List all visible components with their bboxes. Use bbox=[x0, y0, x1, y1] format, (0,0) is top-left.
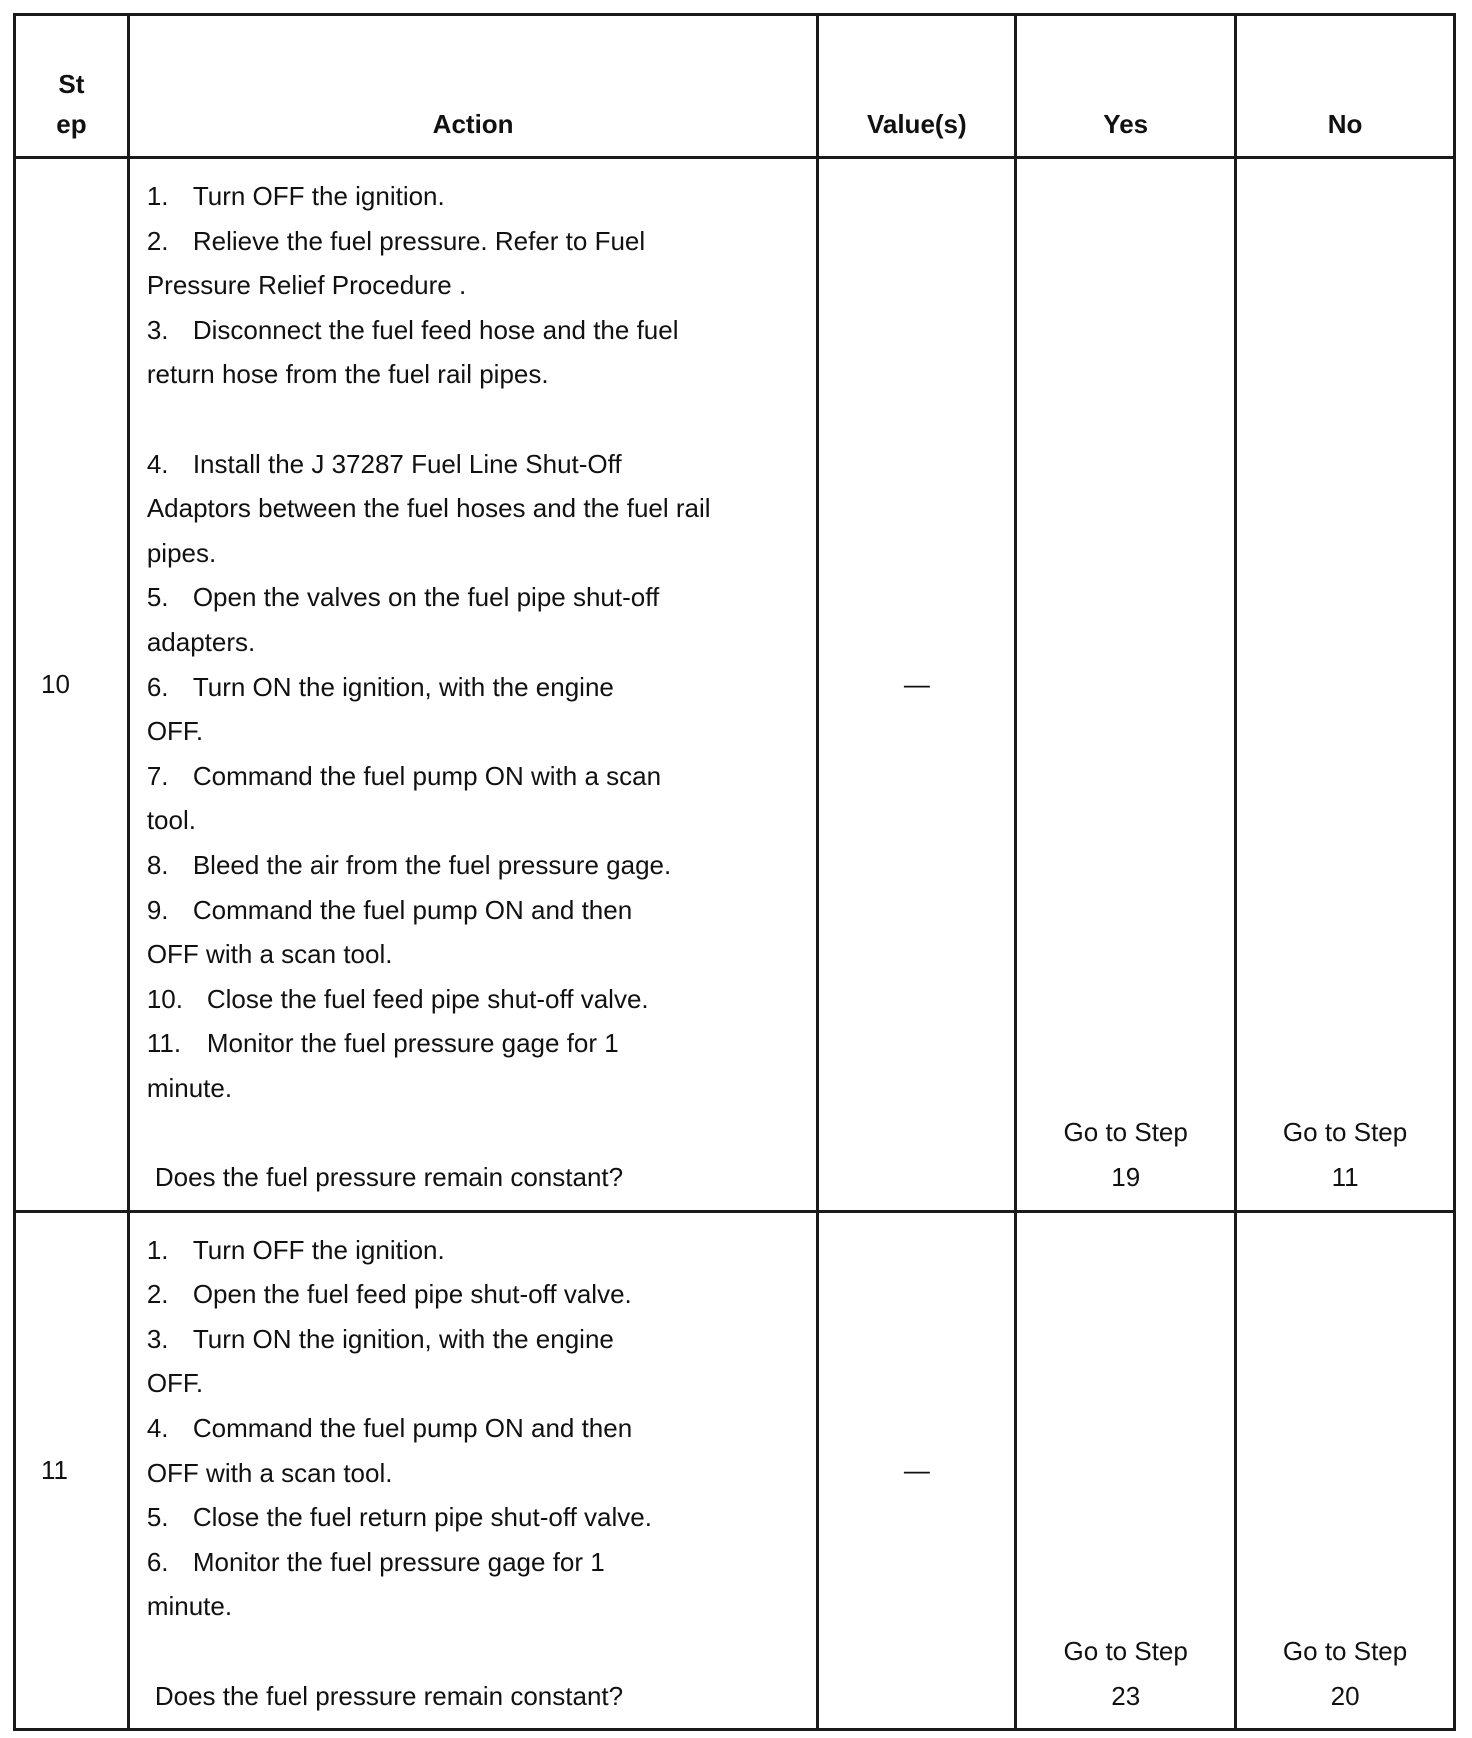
header-values: Value(s) bbox=[818, 15, 1016, 158]
action-line: OFF. bbox=[146, 716, 204, 747]
no-goto-label: Go to Step bbox=[1282, 1636, 1408, 1666]
action-line: Pressure Relief Procedure . bbox=[146, 270, 467, 301]
value-cell: — bbox=[818, 1211, 1016, 1730]
action-line: Adaptors between the fuel hoses and the fuel rail bbox=[146, 493, 711, 524]
action-line: 4. Command the fuel pump ON and then bbox=[146, 1413, 633, 1444]
table-row bbox=[15, 1211, 1455, 1730]
table-row bbox=[15, 158, 1455, 1212]
step-number: 10 bbox=[15, 158, 129, 1212]
action-line: OFF with a scan tool. bbox=[146, 1457, 393, 1488]
spacer bbox=[147, 397, 807, 442]
spacer bbox=[147, 1110, 807, 1155]
action-line: 11. Monitor the fuel pressure gage for 1 bbox=[146, 1028, 619, 1059]
diagnostic-table bbox=[13, 13, 1456, 1731]
header-no: No bbox=[1236, 15, 1455, 158]
step-number: 11 bbox=[15, 1211, 129, 1730]
no-goto-label: Go to Step bbox=[1282, 1117, 1408, 1148]
action-line: 7. Command the fuel pump ON with a scan bbox=[146, 760, 662, 791]
action-cell bbox=[128, 1211, 818, 1730]
action-line: 3. Disconnect the fuel feed hose and the fuel bbox=[146, 314, 679, 345]
action-line: 2. Relieve the fuel pressure. Refer to Fuel bbox=[146, 225, 646, 256]
action-line: 3. Turn ON the ignition, with the engine bbox=[146, 1323, 614, 1354]
action-line: 8. Bleed the air from the fuel pressure gage. bbox=[146, 849, 672, 880]
no-goto-step: 11 bbox=[1331, 1162, 1359, 1193]
action-line: tool. bbox=[146, 805, 196, 836]
yes-cell bbox=[1016, 158, 1236, 1212]
header-action: Action bbox=[128, 15, 818, 158]
value-cell: — bbox=[818, 158, 1016, 1212]
action-line: 1. Turn OFF the ignition. bbox=[146, 181, 445, 211]
action-line: pipes. bbox=[146, 537, 217, 568]
action-line: return hose from the fuel rail pipes. bbox=[146, 359, 549, 390]
question-text: Does the fuel pressure remain constant? bbox=[154, 1162, 624, 1193]
header-row bbox=[15, 15, 1455, 158]
question-text: Does the fuel pressure remain constant? bbox=[154, 1680, 624, 1711]
action-line: OFF with a scan tool. bbox=[146, 939, 393, 970]
yes-goto-step: 23 bbox=[1111, 1680, 1141, 1711]
action-line: 4. Install the J 37287 Fuel Line Shut-Off bbox=[146, 448, 622, 479]
yes-goto-label: Go to Step bbox=[1063, 1117, 1188, 1148]
action-line: 5. Close the fuel return pipe shut-off valve. bbox=[146, 1502, 652, 1533]
action-line: 9. Command the fuel pump ON and then bbox=[146, 894, 633, 925]
header-yes: Yes bbox=[1016, 15, 1236, 158]
yes-cell bbox=[1016, 1211, 1236, 1730]
action-line: 5. Open the valves on the fuel pipe shut-off bbox=[146, 582, 660, 613]
action-line: minute. bbox=[146, 1591, 233, 1622]
action-line: adapters. bbox=[146, 626, 256, 657]
action-line: 6. Monitor the fuel pressure gage for 1 bbox=[146, 1546, 605, 1577]
action-line: minute. bbox=[146, 1072, 233, 1103]
action-line: OFF. bbox=[146, 1368, 204, 1399]
no-goto-step: 20 bbox=[1330, 1680, 1360, 1711]
action-line: 1. Turn OFF the ignition. bbox=[146, 1234, 445, 1265]
action-line: 6. Turn ON the ignition, with the engine bbox=[146, 671, 614, 702]
spacer bbox=[147, 1629, 807, 1674]
no-cell bbox=[1236, 158, 1455, 1212]
action-line: 2. Open the fuel feed pipe shut-off valve. bbox=[146, 1279, 632, 1310]
action-line: 10. Close the fuel feed pipe shut-off valve. bbox=[146, 983, 649, 1014]
action-cell bbox=[128, 158, 818, 1212]
yes-goto-step: 19 bbox=[1111, 1162, 1141, 1193]
header-step: St ep bbox=[15, 15, 129, 158]
yes-goto-label: Go to Step bbox=[1063, 1636, 1188, 1666]
no-cell bbox=[1236, 1211, 1455, 1730]
